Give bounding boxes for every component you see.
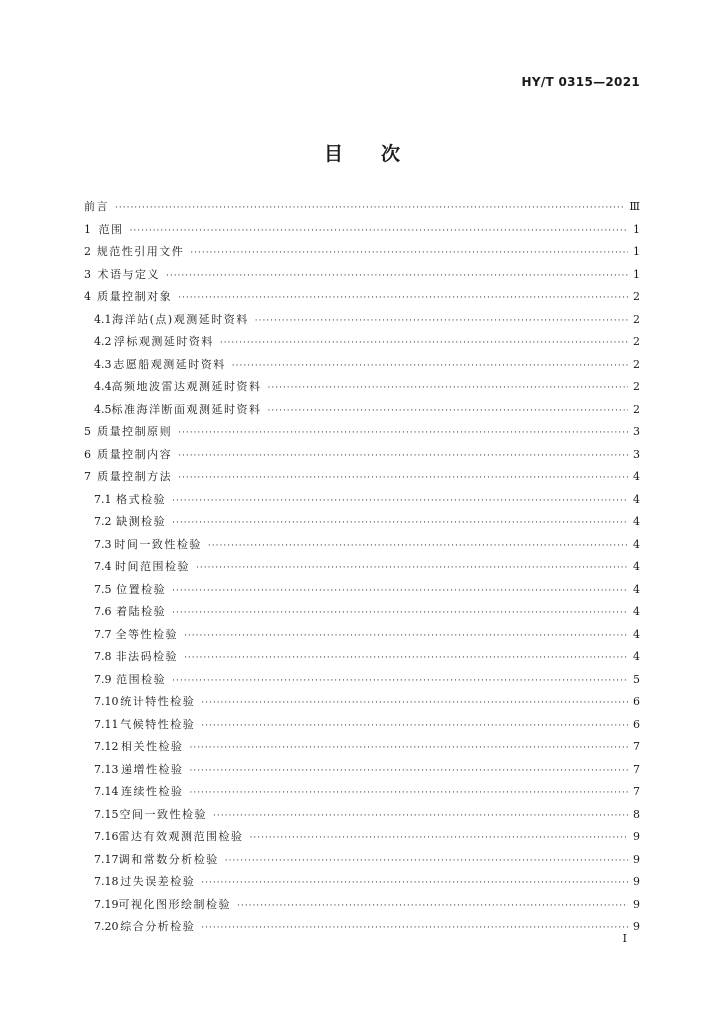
toc-entry-number: 7.20 <box>94 920 119 933</box>
toc-entry-label: 全等性检验 <box>115 627 179 641</box>
toc-entry-number: 7.13 <box>94 762 119 776</box>
toc-entry-number: 7.3 <box>94 537 112 551</box>
toc-entry-label: 术语与定义 <box>97 267 160 281</box>
toc-entry-page: 7 <box>633 785 640 798</box>
dot-leader <box>189 737 628 760</box>
toc-entry-page: 7 <box>633 740 640 753</box>
toc-entry-page: 6 <box>633 717 640 731</box>
toc-entry-number: 7.5 <box>94 582 112 596</box>
toc-entry[interactable] <box>84 534 640 557</box>
toc-entry-page: 1 <box>633 245 640 258</box>
toc-entry-page: 2 <box>633 335 640 348</box>
dot-leader <box>172 602 628 625</box>
toc-entry[interactable] <box>84 354 640 377</box>
toc-entry-number: 3 <box>84 267 91 281</box>
dot-leader <box>189 760 628 783</box>
toc-entry-number: 4 <box>84 290 91 303</box>
toc-entry-number: 6 <box>84 447 91 461</box>
toc-entry-number: 7.10 <box>94 695 119 708</box>
dot-leader <box>172 580 628 603</box>
toc-entry-number: 7.9 <box>94 672 112 686</box>
toc-entry-number: 7.2 <box>94 515 112 528</box>
toc-entry[interactable] <box>84 736 640 759</box>
toc-entry-number: 7.16 <box>94 830 119 843</box>
toc-entry[interactable] <box>84 579 640 602</box>
toc-entry-number: 7.11 <box>94 717 119 731</box>
toc-entry-page: 4 <box>633 627 640 641</box>
toc-entry-number: 7.1 <box>94 492 112 506</box>
dot-leader <box>225 850 628 873</box>
toc-entry-label: 气候特性检验 <box>120 717 196 731</box>
toc-entry[interactable] <box>84 826 640 849</box>
toc-entry[interactable] <box>84 916 640 939</box>
toc-entry-page: 9 <box>633 920 640 933</box>
toc-entry-page: 2 <box>633 402 640 416</box>
toc-entry[interactable] <box>84 781 640 804</box>
toc-entry-label: 质量控制对象 <box>97 290 173 303</box>
toc-entry[interactable] <box>84 849 640 872</box>
toc-entry-page: 5 <box>633 672 640 686</box>
toc-entry-label: 空间一致性检验 <box>119 807 208 821</box>
toc-entry-page: 2 <box>633 357 640 371</box>
toc-entry[interactable] <box>84 894 640 917</box>
toc-entry-label: 质量控制内容 <box>97 447 173 461</box>
dot-leader <box>250 827 629 850</box>
dot-leader <box>178 467 628 490</box>
toc-entry[interactable] <box>84 264 640 287</box>
toc-entry-number: 4.1 <box>94 312 112 326</box>
toc-entry[interactable] <box>84 669 640 692</box>
toc-entry-number: 5 <box>84 425 91 438</box>
toc-entry-label: 范围 <box>98 222 124 236</box>
dot-leader <box>178 422 628 445</box>
dot-leader <box>268 377 629 400</box>
toc-entry-label: 可视化图形绘制检验 <box>118 897 231 911</box>
toc-entry-number: 4.2 <box>94 335 112 348</box>
toc-entry-label: 缺测检验 <box>116 515 167 528</box>
toc-entry-label: 质量控制原则 <box>97 425 173 438</box>
toc-entry[interactable] <box>84 219 640 242</box>
toc-entry-page: 4 <box>633 515 640 528</box>
toc-entry[interactable] <box>84 286 640 309</box>
toc-entry[interactable] <box>84 804 640 827</box>
dot-leader <box>190 242 628 265</box>
toc-entry-number: 7.19 <box>94 897 119 911</box>
toc-entry[interactable] <box>84 466 640 489</box>
footer-page-number: I <box>622 932 627 945</box>
dot-leader <box>172 670 628 693</box>
toc-entry-label: 前言 <box>84 200 109 213</box>
dot-leader <box>201 872 628 895</box>
toc-entry-page: 2 <box>633 312 640 326</box>
toc-entry-page: 9 <box>633 852 640 866</box>
toc-entry-number: 4.5 <box>94 402 112 416</box>
toc-entry-label: 着陆检验 <box>116 605 167 618</box>
toc-entry[interactable] <box>84 444 640 467</box>
toc-entry-label: 相关性检验 <box>120 740 184 753</box>
dot-leader <box>172 490 628 513</box>
document-code: HY/T 0315—2021 <box>521 75 640 89</box>
toc-entry-label: 时间范围检验 <box>114 560 190 573</box>
dot-leader <box>172 512 628 535</box>
dot-leader <box>166 265 628 288</box>
toc-entry-page: 2 <box>633 380 640 393</box>
dot-leader <box>115 197 625 220</box>
dot-leader <box>130 220 628 243</box>
toc-entry-number: 7.12 <box>94 740 119 753</box>
dot-leader <box>196 557 628 580</box>
toc-entry[interactable] <box>84 421 640 444</box>
toc-entry-label: 时间一致性检验 <box>114 537 202 551</box>
toc-entry-page: 3 <box>633 425 640 438</box>
toc-entry-page: 4 <box>633 582 640 596</box>
toc-entry-label: 标准海洋断面观测延时资料 <box>111 402 262 416</box>
toc-entry-label: 过失误差检验 <box>120 875 196 888</box>
toc-entry-number: 7.7 <box>94 627 112 641</box>
toc-entry-label: 规范性引用文件 <box>96 245 185 258</box>
dot-leader <box>220 332 628 355</box>
toc-entry[interactable] <box>84 556 640 579</box>
toc-entry-number: 7.17 <box>94 852 119 866</box>
dot-leader <box>189 782 628 805</box>
toc-entry-label: 调和常数分析检验 <box>118 852 219 866</box>
toc-entry-page: 1 <box>633 222 640 236</box>
toc-entry[interactable] <box>84 714 640 737</box>
dot-leader <box>178 445 628 468</box>
toc-entry-page: 4 <box>633 605 640 618</box>
toc-entry-page: 9 <box>633 897 640 911</box>
toc-entry-number: 7.15 <box>94 807 119 821</box>
toc-entry-label: 综合分析检验 <box>120 920 196 933</box>
toc-entry-page: 4 <box>633 650 640 663</box>
toc-entry-number: 4.3 <box>94 357 112 371</box>
toc-entry[interactable] <box>84 331 640 354</box>
dot-leader <box>184 625 628 648</box>
toc-entry-number: 4.4 <box>94 380 112 393</box>
toc-entry-page: 9 <box>633 830 640 843</box>
toc-entry[interactable] <box>84 399 640 422</box>
toc-entry[interactable] <box>84 241 640 264</box>
toc-entry-label: 志愿船观测延时资料 <box>113 357 226 371</box>
toc-entry-label: 高频地波雷达观测延时资料 <box>111 380 262 393</box>
toc-entry-page: 7 <box>633 762 640 776</box>
page-title: 目 次 <box>323 143 400 165</box>
dot-leader <box>268 400 629 423</box>
toc-entry[interactable] <box>84 646 640 669</box>
toc-entry-label: 位置检验 <box>116 582 167 596</box>
toc-entry-number: 7.6 <box>94 605 112 618</box>
toc-entry-label: 浮标观测延时资料 <box>113 335 214 348</box>
toc-entry-page: 8 <box>633 807 640 821</box>
toc-entry-page: 3 <box>633 447 640 461</box>
toc-entry-label: 非法码检验 <box>115 650 179 663</box>
toc-entry[interactable] <box>84 759 640 782</box>
dot-leader <box>201 692 628 715</box>
toc-entry-page: 4 <box>633 560 640 573</box>
toc-entry-label: 格式检验 <box>116 492 167 506</box>
dot-leader <box>255 310 628 333</box>
toc-entry[interactable] <box>84 196 640 219</box>
table-of-contents <box>84 196 640 939</box>
toc-entry-number: 7.18 <box>94 875 119 888</box>
toc-entry-page: 4 <box>633 470 640 483</box>
toc-entry-page: Ⅲ <box>629 200 640 213</box>
toc-entry-page: 4 <box>633 537 640 551</box>
toc-entry-label: 统计特性检验 <box>120 695 196 708</box>
dot-leader <box>201 715 628 738</box>
toc-entry-label: 范围检验 <box>116 672 167 686</box>
dot-leader <box>208 535 628 558</box>
toc-entry-number: 7.8 <box>94 650 112 663</box>
dot-leader <box>213 805 628 828</box>
toc-entry-label: 质量控制方法 <box>97 470 173 483</box>
dot-leader <box>178 287 628 310</box>
toc-entry[interactable] <box>84 489 640 512</box>
toc-entry[interactable] <box>84 601 640 624</box>
toc-entry-page: 6 <box>633 695 640 708</box>
toc-entry-page: 1 <box>633 267 640 281</box>
toc-entry-number: 2 <box>84 245 91 258</box>
toc-entry-label: 雷达有效观测范围检验 <box>118 830 244 843</box>
dot-leader <box>201 917 628 940</box>
toc-entry-page: 2 <box>633 290 640 303</box>
toc-entry-page: 4 <box>633 492 640 506</box>
toc-entry[interactable] <box>84 691 640 714</box>
toc-entry-number: 7.4 <box>94 560 112 573</box>
toc-entry[interactable] <box>84 624 640 647</box>
toc-entry[interactable] <box>84 511 640 534</box>
dot-leader <box>232 355 628 378</box>
toc-entry-page: 9 <box>633 875 640 888</box>
toc-entry[interactable] <box>84 309 640 332</box>
toc-entry-number: 7 <box>84 470 91 483</box>
dot-leader <box>237 895 628 918</box>
toc-entry[interactable] <box>84 376 640 399</box>
toc-entry-number: 1 <box>84 222 91 236</box>
toc-entry-label: 递增性检验 <box>120 762 184 776</box>
toc-entry-number: 7.14 <box>94 785 119 798</box>
toc-entry[interactable] <box>84 871 640 894</box>
toc-entry-label: 连续性检验 <box>120 785 184 798</box>
dot-leader <box>184 647 628 670</box>
toc-entry-label: 海洋站(点)观测延时资料 <box>112 312 249 326</box>
